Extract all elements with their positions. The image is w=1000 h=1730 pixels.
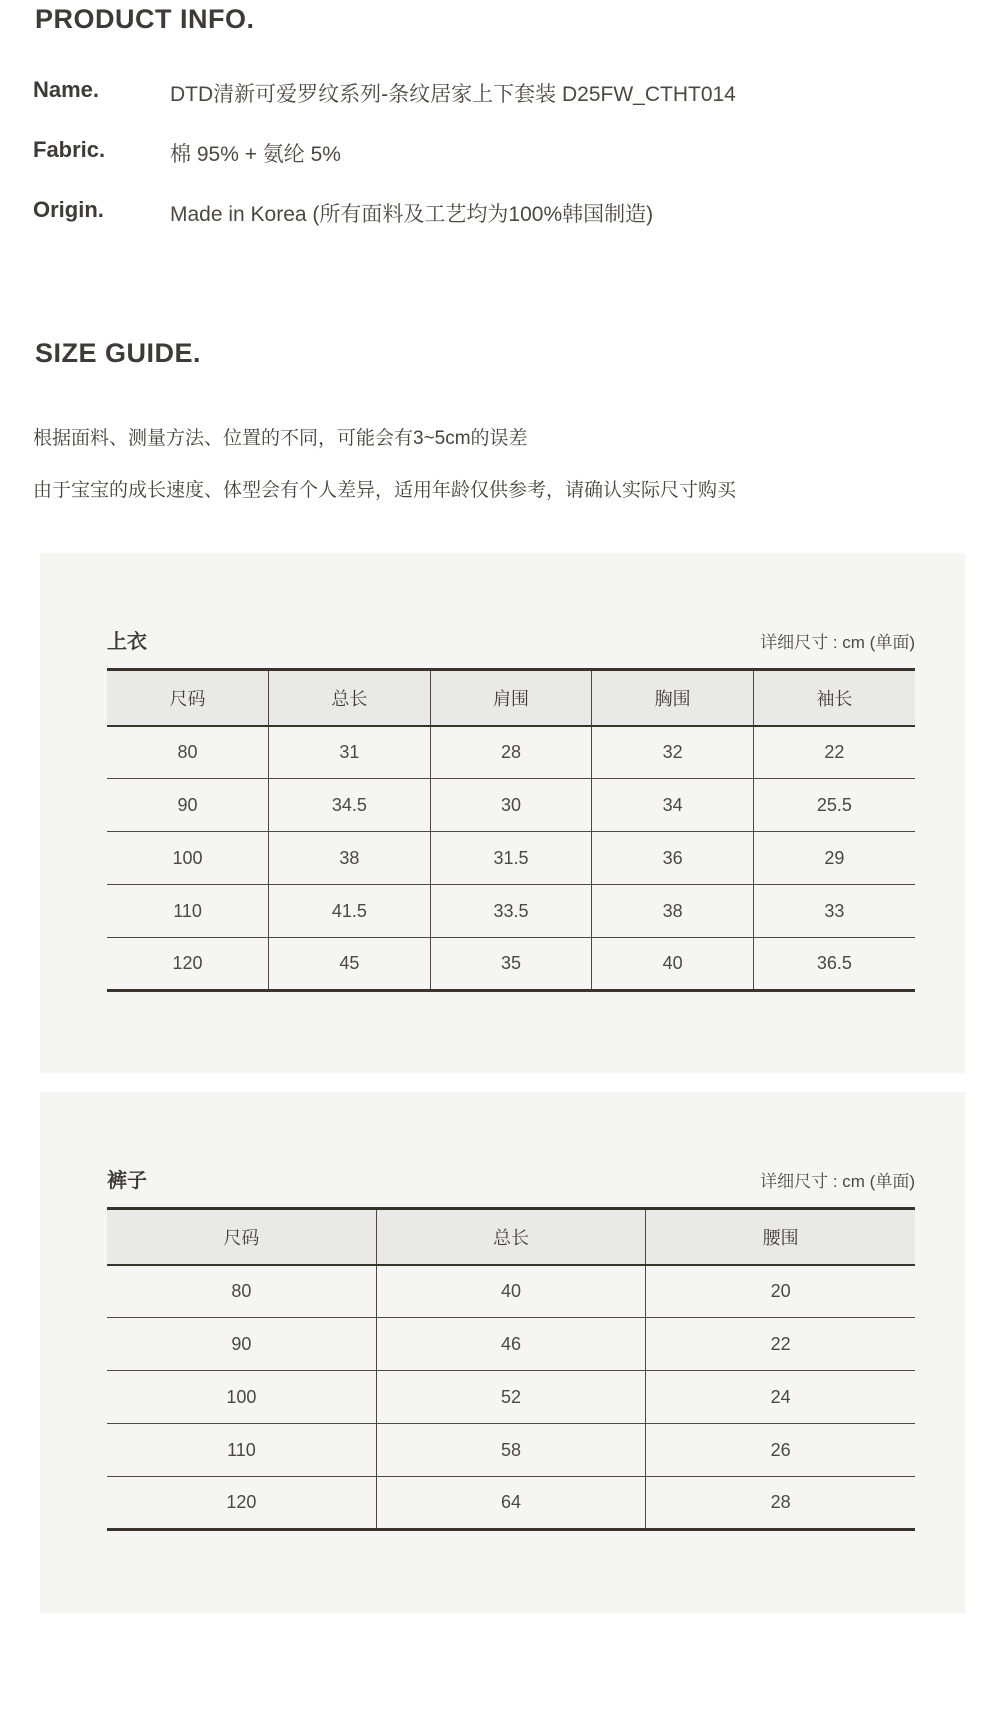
product-fabric-value: 棉 95% + 氨纶 5% xyxy=(170,143,341,166)
size-card-pants xyxy=(40,1092,965,1613)
table-row xyxy=(107,1371,915,1424)
product-name-row xyxy=(33,77,963,108)
table-cell: 120 xyxy=(107,1477,376,1530)
table-cell: 26 xyxy=(646,1424,915,1477)
table-cell: 110 xyxy=(107,885,269,938)
size-table-pants-header-row xyxy=(107,1209,915,1265)
table-cell: 40 xyxy=(376,1265,645,1318)
table-cell: 36.5 xyxy=(753,938,915,991)
size-card-top-unit-hint: 详细尺寸 : cm (单面) xyxy=(760,633,915,652)
product-origin-label: Origin. xyxy=(33,197,104,222)
product-fabric-row xyxy=(33,137,963,168)
table-row xyxy=(107,726,915,779)
table-cell: 33.5 xyxy=(430,885,592,938)
table-row xyxy=(107,1424,915,1477)
table-cell: 32 xyxy=(592,726,754,779)
table-cell: 28 xyxy=(430,726,592,779)
table-cell: 120 xyxy=(107,938,269,991)
table-cell: 80 xyxy=(107,726,269,779)
table-cell: 38 xyxy=(269,832,431,885)
table-cell: 64 xyxy=(376,1477,645,1530)
table-row xyxy=(107,832,915,885)
column-header: 胸围 xyxy=(592,670,754,726)
table-cell: 90 xyxy=(107,1318,376,1371)
column-header: 尺码 xyxy=(107,670,269,726)
column-header: 总长 xyxy=(269,670,431,726)
table-cell: 31.5 xyxy=(430,832,592,885)
size-guide-title: SIZE GUIDE. xyxy=(35,338,202,368)
table-cell: 46 xyxy=(376,1318,645,1371)
size-card-top xyxy=(40,553,965,1073)
table-cell: 100 xyxy=(107,832,269,885)
table-cell: 20 xyxy=(770,1280,791,1301)
product-fabric-label: Fabric. xyxy=(33,137,106,162)
size-card-pants-label: 裤子 xyxy=(107,1170,147,1192)
table-cell: 22 xyxy=(646,1318,915,1371)
size-card-pants-header xyxy=(107,1164,915,1193)
table-cell: 28 xyxy=(646,1477,915,1530)
size-table-top xyxy=(107,668,915,992)
table-cell: 33 xyxy=(753,885,915,938)
size-card-pants-unit-hint: 详细尺寸 : cm (单面) xyxy=(760,1172,915,1191)
table-cell: 35 xyxy=(430,938,592,991)
table-cell: 58 xyxy=(376,1424,645,1477)
table-cell: 41.5 xyxy=(269,885,431,938)
table-row xyxy=(107,1265,915,1318)
size-card-top-header xyxy=(107,625,915,654)
column-header: 总长 xyxy=(376,1209,645,1265)
table-cell: 52 xyxy=(376,1371,645,1424)
product-name-value: DTD清新可爱罗纹系列-条纹居家上下套装 D25FW_CTHT014 xyxy=(170,83,736,106)
table-cell: 110 xyxy=(107,1424,376,1477)
table-cell: 38 xyxy=(592,885,754,938)
column-header: 腰围 xyxy=(646,1209,915,1265)
column-header: 尺码 xyxy=(107,1209,376,1265)
table-cell: 90 xyxy=(107,779,269,832)
column-header: 肩围 xyxy=(430,670,592,726)
size-table-top-header-row xyxy=(107,670,915,726)
table-cell: 45 xyxy=(269,938,431,991)
table-row xyxy=(107,885,915,938)
column-header: 袖长 xyxy=(753,670,915,726)
size-table-pants xyxy=(107,1207,915,1531)
size-guide-note-tolerance: 根据面料、测量方法、位置的不同，可能会有3~5cm的误差 xyxy=(33,428,528,449)
table-cell: 80 xyxy=(107,1265,376,1318)
table-cell: 29 xyxy=(753,832,915,885)
size-guide-note-age: 由于宝宝的成长速度、体型会有个人差异，适用年龄仅供参考，请确认实际尺寸购买 xyxy=(33,480,737,501)
table-cell: 40 xyxy=(592,938,754,991)
table-row xyxy=(107,1318,915,1371)
product-info-title: PRODUCT INFO. xyxy=(35,4,255,34)
table-cell: 34.5 xyxy=(269,779,431,832)
table-cell: 22 xyxy=(824,741,845,762)
table-cell: 36 xyxy=(592,832,754,885)
table-row xyxy=(107,779,915,832)
table-cell: 25.5 xyxy=(753,779,915,832)
product-origin-value: Made in Korea (所有面料及工艺均为100%韩国制造) xyxy=(170,203,654,226)
table-cell: 100 xyxy=(107,1371,376,1424)
product-origin-row xyxy=(33,197,963,228)
table-row xyxy=(107,938,915,991)
table-cell: 30 xyxy=(430,779,592,832)
table-cell: 24 xyxy=(646,1371,915,1424)
table-row xyxy=(107,1477,915,1530)
table-cell: 34 xyxy=(592,779,754,832)
product-name-label: Name. xyxy=(33,77,100,102)
size-card-top-label: 上衣 xyxy=(107,631,147,653)
table-cell: 31 xyxy=(269,726,431,779)
